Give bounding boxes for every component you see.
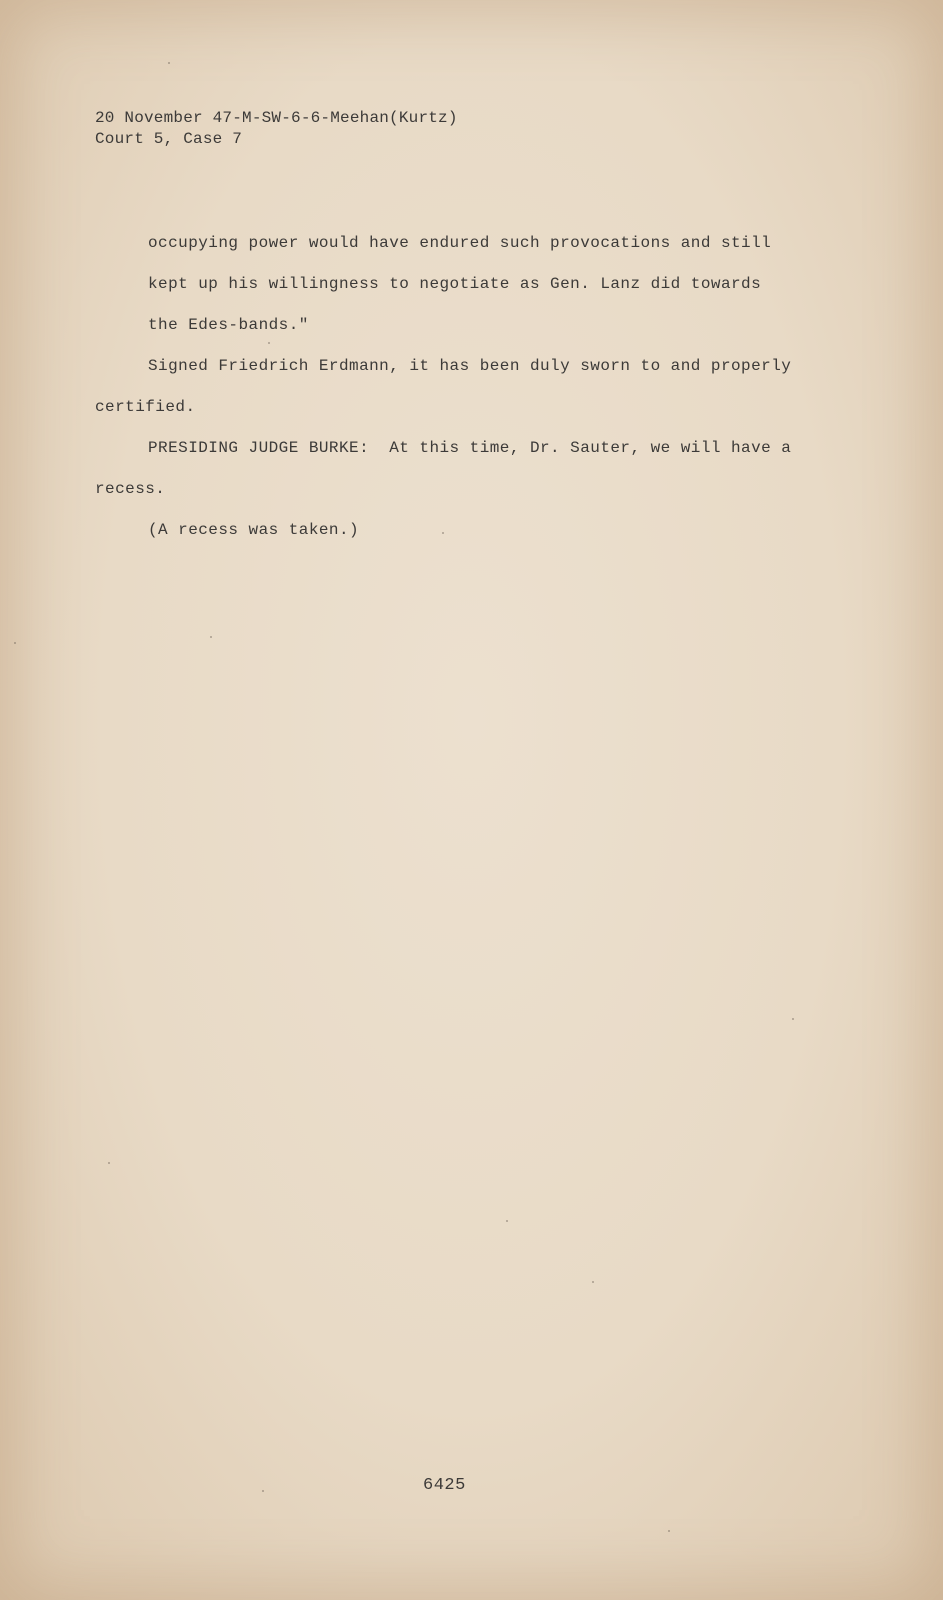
transcript-line: Signed Friedrich Erdmann, it has been duly sworn to and properly <box>148 357 792 375</box>
paper-speck <box>168 62 170 64</box>
transcript-line: kept up his willingness to negotiate as Gen. Lanz did towards <box>148 275 762 293</box>
transcript-line: occupying power would have endured such provocations and still <box>148 234 772 252</box>
paper-speck <box>14 642 16 644</box>
transcript-line: (A recess was taken.) <box>148 521 360 539</box>
paper-speck <box>592 1281 594 1283</box>
page-header <box>95 108 458 150</box>
paper-speck <box>268 342 270 344</box>
paper-speck <box>792 1018 794 1020</box>
paper-speck <box>506 1220 508 1222</box>
transcript-line: certified. <box>95 398 196 416</box>
transcript-line: the Edes-bands." <box>148 316 309 334</box>
header-date-reference: 20 November 47-M-SW-6-6-Meehan(Kurtz) <box>95 109 458 127</box>
paper-speck <box>210 636 212 638</box>
transcript-line: PRESIDING JUDGE BURKE: At this time, Dr. Sauter, we will have a <box>148 439 792 457</box>
paper-speck <box>668 1530 670 1532</box>
paper-speck <box>108 1162 110 1164</box>
paper-speck <box>442 532 444 534</box>
page-number: 6425 <box>423 1476 466 1495</box>
transcript-line: recess. <box>95 480 166 498</box>
paper-speck <box>262 1490 264 1492</box>
header-court-case: Court 5, Case 7 <box>95 130 243 148</box>
